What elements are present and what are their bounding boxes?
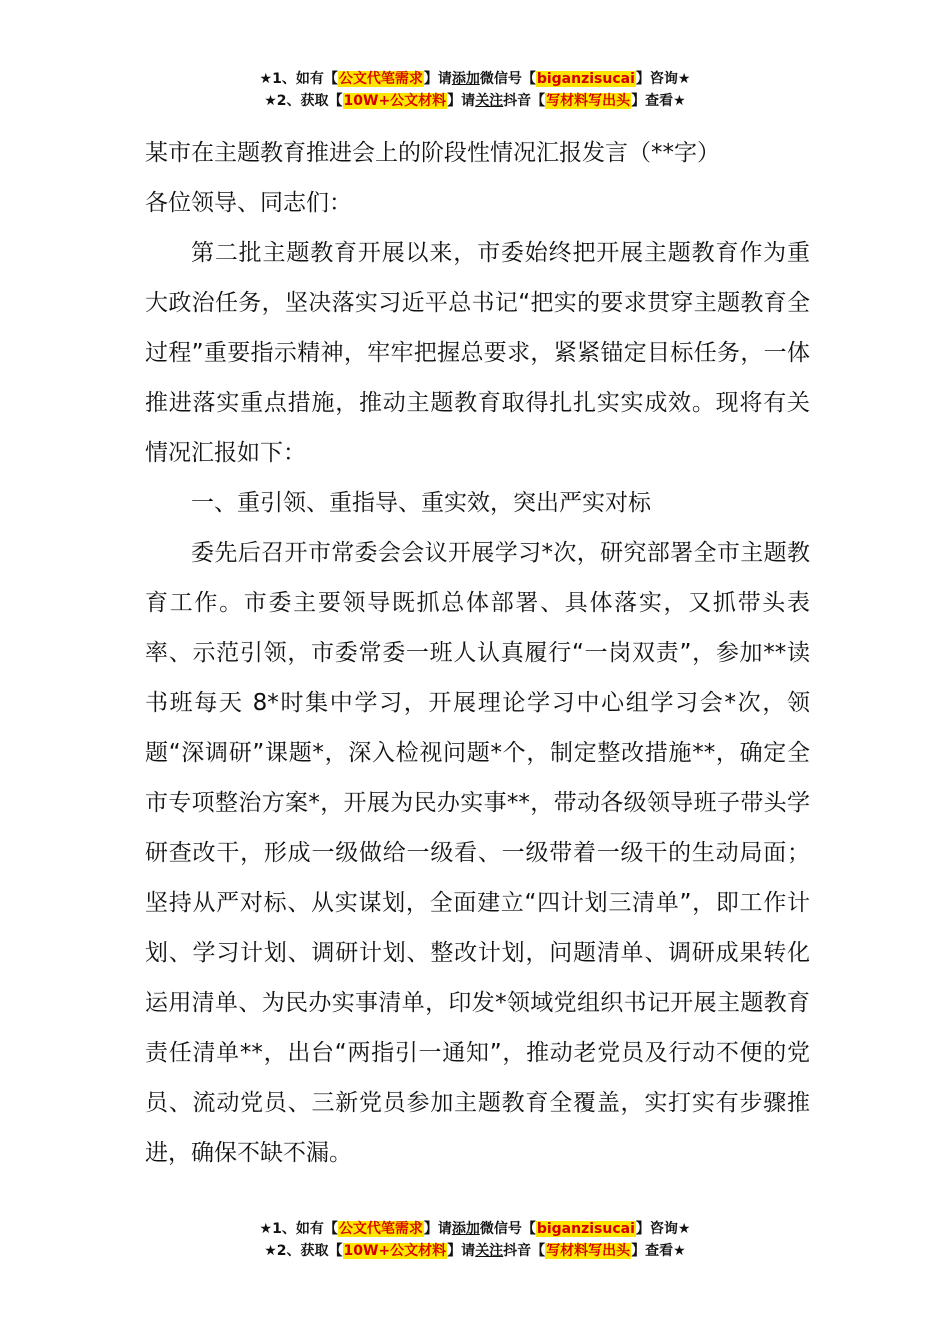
promo-highlight: 10W+公文材料	[343, 93, 447, 109]
document-body	[145, 128, 810, 1178]
promo-text: 微信号【	[479, 71, 536, 87]
promo-underline: 添加	[451, 71, 480, 87]
promo-text: ★1、如有【	[259, 1221, 338, 1237]
promo-text: ★2、获取【	[264, 93, 343, 109]
promo-banner-bottom	[0, 1218, 950, 1262]
promo-text: 】请	[423, 71, 452, 87]
promo-text: 】请	[423, 1221, 452, 1237]
promo-highlight: biganzisucai	[536, 71, 635, 87]
promo-line-2	[0, 90, 950, 112]
promo-text: 】咨询★	[635, 71, 691, 87]
section-paragraph: 委先后召开市常委会会议开展学习*次，研究部署全市主题教育工作。市委主要领导既抓总体部署、具体落实，又抓带头表率、示范引领，市委常委一班人认真履行“一岗双责”，参加**读书班每天 8*时集中学习，开展理论学习中心组学习会*次，领题“深调研”课题*，深入检视问题*个，制定整改措施**，确定全市专项整治方案*，开展为民办实事**，带动各级领导班子带头学研查改干，形成一级做给一级看、一级带着一级干的生动局面；坚持从严对标、从实谋划，全面建立“四计划三清单”，即工作计划、学习计划、调研计划、整改计划，问题清单、调研成果转化运用清单、为民办实事清单，印发*领域党组织书记开展主题教育责任清单**，出台“两指引一通知”，推动老党员及行动不便的党员、流动党员、三新党员参加主题教育全覆盖，实打实有步骤推进，确保不缺不漏。	[145, 540, 810, 1166]
salutation: 各位领导、同志们：	[145, 190, 352, 216]
promo-text: 抖音【	[503, 1243, 546, 1259]
promo-text: 】请	[447, 93, 476, 109]
promo-text: ★1、如有【	[259, 71, 338, 87]
promo-highlight: 写材料写出头	[546, 1243, 631, 1259]
promo-text: 】查看★	[631, 1243, 686, 1259]
promo-highlight: 公文代笔需求	[338, 71, 423, 87]
intro-paragraph: 第二批主题教育开展以来，市委始终把开展主题教育作为重大政治任务，坚决落实习近平总书记“把实的要求贯穿主题教育全过程”重要指示精神，牢牢把握总要求，紧紧锚定目标任务，一体推进落实重点措施，推动主题教育取得扎扎实实成效。现将有关情况汇报如下：	[145, 240, 810, 466]
promo-text: ★2、获取【	[264, 1243, 343, 1259]
promo-highlight: biganzisucai	[536, 1221, 635, 1237]
promo-line-1	[0, 68, 950, 90]
promo-text: 抖音【	[503, 93, 546, 109]
promo-highlight: 写材料写出头	[546, 93, 631, 109]
promo-line-2	[0, 1240, 950, 1262]
promo-text: 微信号【	[479, 1221, 536, 1237]
promo-underline: 关注	[475, 1243, 504, 1259]
promo-text: 】请	[447, 1243, 476, 1259]
promo-underline: 关注	[475, 93, 504, 109]
promo-text: 】咨询★	[635, 1221, 691, 1237]
document-title: 某市在主题教育推进会上的阶段性情况汇报发言（**字）	[145, 140, 720, 166]
promo-line-1	[0, 1218, 950, 1240]
promo-highlight: 公文代笔需求	[338, 1221, 423, 1237]
section-heading: 一、重引领、重指导、重实效，突出严实对标	[191, 490, 651, 516]
promo-highlight: 10W+公文材料	[343, 1243, 447, 1259]
promo-banner-top	[0, 68, 950, 112]
promo-underline: 添加	[451, 1221, 480, 1237]
promo-text: 】查看★	[631, 93, 686, 109]
